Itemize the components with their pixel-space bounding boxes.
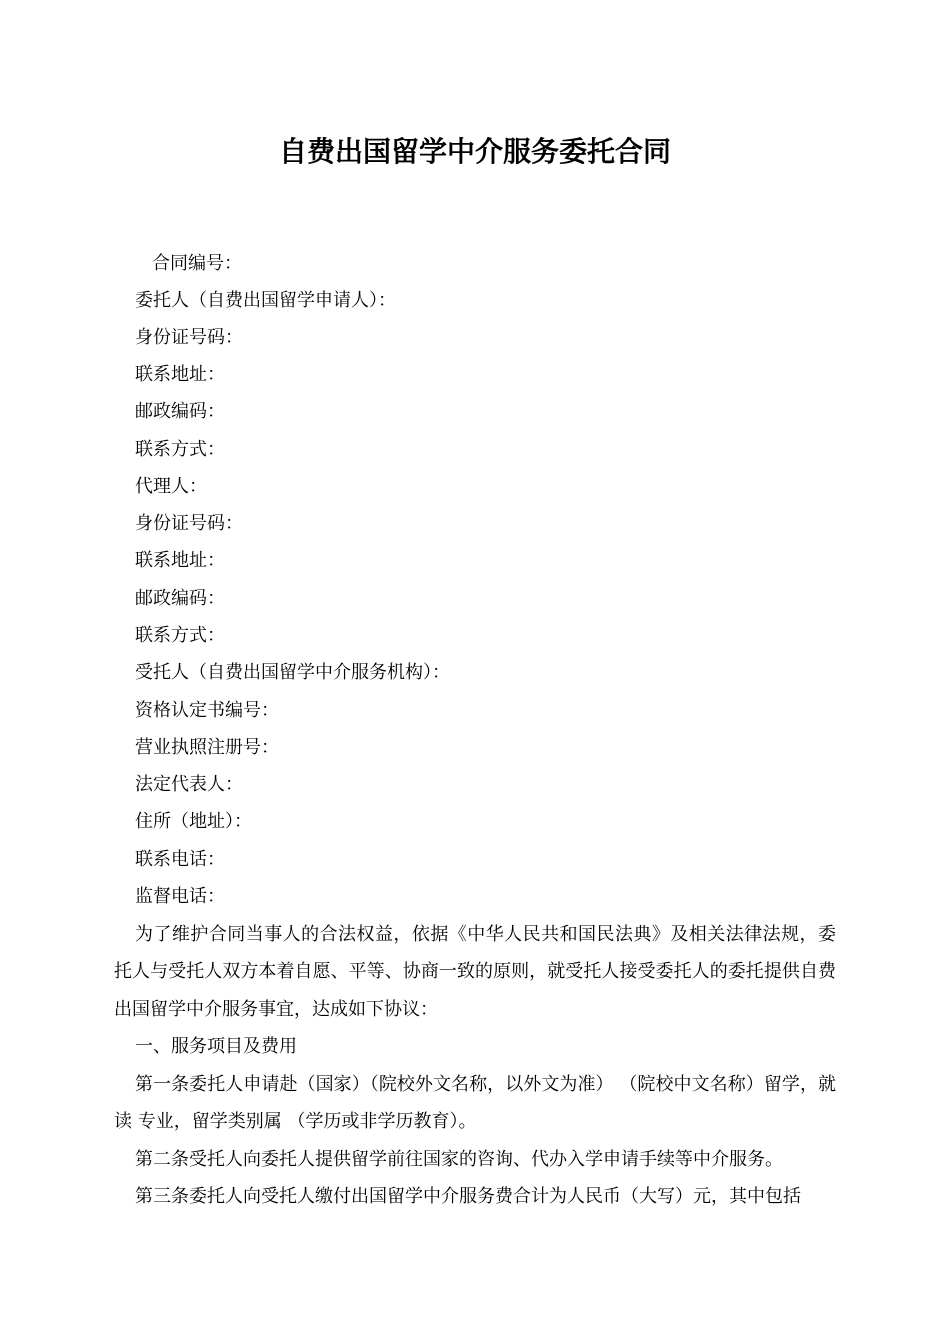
article-3: 第三条委托人向受托人缴付出国留学中介服务费合计为人民币（大写）元，其中包括 [135,1186,801,1207]
field-client: 委托人（自费出国留学申请人）： [135,290,396,311]
field-trustee-address: 住所（地址）： [135,811,252,832]
field-client-postcode: 邮政编码： [135,401,225,422]
field-client-contact: 联系方式： [135,439,225,460]
field-supervision-phone: 监督电话： [135,886,225,907]
field-contract-number: 合同编号： [152,253,242,274]
field-business-license: 营业执照注册号： [135,737,279,758]
field-trustee-phone: 联系电话： [135,849,225,870]
preamble-paragraph: 为了维护合同当事人的合法权益，依据《中华人民共和国民法典》及相关法律法规，委托人与受托人双方本着自愿、平等、协商一致的原则，就受托人接受委托人的委托提供自费出国留学中介服务事宜，达成如下协议： [114,924,836,1020]
field-trustee: 受托人（自费出国留学中介服务机构）： [135,662,450,683]
field-qualification-number: 资格认定书编号： [135,700,279,721]
field-legal-representative: 法定代表人： [135,774,243,795]
field-agent-postcode: 邮政编码： [135,588,225,609]
field-client-id: 身份证号码： [135,327,243,348]
article-2: 第二条受托人向委托人提供留学前往国家的咨询、代办入学申请手续等中介服务。 [135,1149,783,1170]
field-agent-id: 身份证号码： [135,513,243,534]
field-agent: 代理人： [135,476,207,497]
field-agent-address: 联系地址： [135,550,225,571]
field-agent-contact: 联系方式： [135,625,225,646]
article-1: 第一条委托人申请赴（国家）（院校外文名称，以外文为准） （院校中文名称）留学，就读 专业，留学类别属 （学历或非学历教育）。 [114,1074,836,1133]
field-client-address: 联系地址： [135,364,225,385]
section-1-heading: 一、服务项目及费用 [135,1036,297,1057]
document-title: 自费出国留学中介服务委托合同 [278,135,671,168]
